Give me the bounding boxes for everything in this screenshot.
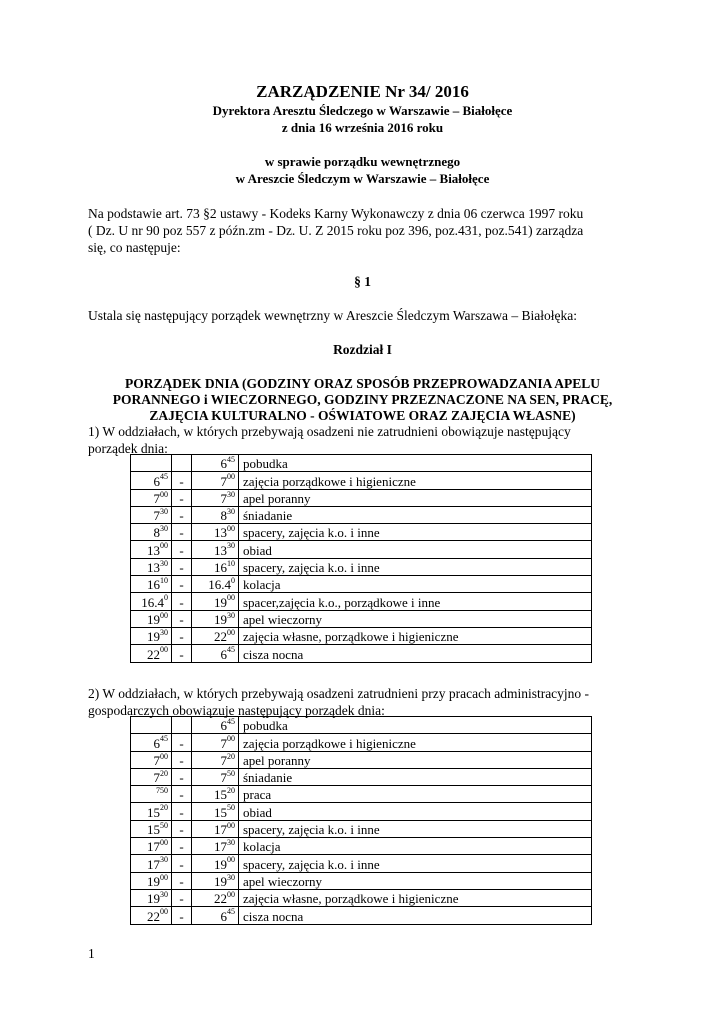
time-dash: -: [172, 838, 192, 855]
time-from-minutes: 10: [160, 576, 168, 586]
activity: śniadanie: [239, 506, 592, 523]
time-to: [192, 489, 239, 506]
schedule1-table: [130, 454, 592, 663]
page-number: 1: [88, 946, 95, 961]
time-to: [192, 645, 239, 662]
time-from: [131, 541, 172, 558]
time-from-minutes: 30: [160, 627, 168, 637]
time-dash: -: [172, 541, 192, 558]
schedule-row: [131, 593, 592, 610]
activity: zajęcia własne, porządkowe i higieniczne: [239, 889, 592, 906]
time-to: [192, 838, 239, 855]
time-to-hour: 7: [220, 735, 227, 751]
activity: śniadanie: [239, 768, 592, 785]
time-to-minutes: 00: [227, 627, 235, 637]
time-from-hour: 7: [153, 490, 160, 506]
schedule1-intro-line-1: 1) W oddziałach, w których przebywają osadzeni nie zatrudnieni obowiązuje następujący: [88, 424, 571, 439]
issuer-line: Dyrektora Aresztu Śledczego w Warszawie – Białołęce: [212, 103, 513, 118]
time-to-hour: 15: [214, 787, 227, 803]
time-dash: -: [172, 872, 192, 889]
time-from-hour: 19: [147, 611, 160, 627]
schedule-row: [131, 576, 592, 593]
time-dash: -: [172, 786, 192, 803]
time-dash: -: [172, 506, 192, 523]
time-to-minutes: 00: [227, 524, 235, 534]
time-dash: -: [172, 645, 192, 662]
time-to-minutes: 45: [227, 716, 235, 726]
activity: apel wieczorny: [239, 610, 592, 627]
time-from-minutes: 45: [160, 472, 168, 482]
schedule-row: [131, 627, 592, 644]
chapter-label: Rozdział I: [333, 342, 392, 357]
time-from-minutes: 30: [160, 889, 168, 899]
time-from-minutes: 750: [156, 786, 168, 796]
time-to-hour: 6: [220, 908, 227, 924]
schedule-row: [131, 855, 592, 872]
time-to-minutes: 00: [227, 472, 235, 482]
time-to: [192, 889, 239, 906]
time-to-hour: 19: [214, 611, 227, 627]
time-to-hour: 7: [220, 473, 227, 489]
section-label: § 1: [354, 274, 371, 289]
time-to-minutes: 30: [227, 506, 235, 516]
time-from: [131, 855, 172, 872]
time-dash: -: [172, 751, 192, 768]
time-from: [131, 645, 172, 662]
time-to: [192, 751, 239, 768]
time-to-hour: 13: [214, 542, 227, 558]
time-dash: -: [172, 820, 192, 837]
time-to: [192, 855, 239, 872]
time-dash: -: [172, 803, 192, 820]
time-to-hour: 7: [220, 490, 227, 506]
time-to-minutes: 50: [227, 768, 235, 778]
schedule-row: [131, 455, 592, 472]
schedule-row: [131, 820, 592, 837]
activity: spacery, zajęcia k.o. i inne: [239, 855, 592, 872]
activity: apel poranny: [239, 751, 592, 768]
time-from-minutes: 30: [160, 855, 168, 865]
time-to-minutes: 20: [227, 786, 235, 796]
time-to-minutes: 45: [227, 645, 235, 655]
time-from-hour: 22: [147, 646, 160, 662]
chapter-heading-line-1: PORZĄDEK DNIA (GODZINY ORAZ SPOSÓB PRZEPROWADZANIA APELU: [124, 376, 601, 391]
time-from-hour: 7: [153, 508, 160, 524]
schedule-row: [131, 524, 592, 541]
time-from-hour: 13: [147, 560, 160, 576]
time-to-minutes: 30: [227, 610, 235, 620]
activity: apel wieczorny: [239, 872, 592, 889]
time-dash: -: [172, 627, 192, 644]
activity: cisza nocna: [239, 645, 592, 662]
activity: praca: [239, 786, 592, 803]
time-from: [131, 786, 172, 803]
section-text: Ustala się następujący porządek wewnętrzny w Areszcie Śledczym Warszawa – Białołęka:: [88, 308, 577, 323]
schedule-row: [131, 472, 592, 489]
time-to: [192, 558, 239, 575]
time-from: [131, 627, 172, 644]
time-to-minutes: 50: [227, 803, 235, 813]
time-to: [192, 786, 239, 803]
schedule2-intro-line-1: 2) W oddziałach, w których przebywają osadzeni zatrudnieni przy pracach administracyjno -: [88, 686, 590, 701]
schedule-row: [131, 768, 592, 785]
time-from-hour: 19: [147, 629, 160, 645]
activity: spacery, zajęcia k.o. i inne: [239, 820, 592, 837]
time-from-minutes: 00: [160, 907, 168, 917]
time-to: [192, 734, 239, 751]
time-dash: -: [172, 889, 192, 906]
time-from-hour: 16.4: [141, 594, 164, 610]
time-dash: -: [172, 734, 192, 751]
time-to: [192, 506, 239, 523]
time-from: [131, 768, 172, 785]
time-from-minutes: 50: [160, 820, 168, 830]
time-from: [131, 751, 172, 768]
preamble-line-2: ( Dz. U nr 90 poz 557 z późn.zm - Dz. U. Z 2015 roku poz 396, poz.431, poz.541) zarządza: [88, 223, 584, 238]
time-from-hour: 8: [153, 525, 160, 541]
time-from-minutes: 45: [160, 734, 168, 744]
time-from-minutes: 00: [160, 645, 168, 655]
schedule-row: [131, 541, 592, 558]
time-to-hour: 19: [214, 873, 227, 889]
time-to: [192, 907, 239, 924]
schedule-row: [131, 558, 592, 575]
schedule-row: [131, 610, 592, 627]
time-to: [192, 610, 239, 627]
subject-line-1: w sprawie porządku wewnętrznego: [264, 154, 461, 169]
schedule2-intro-line-2: gospodarczych obowiązuje następujący porządek dnia:: [88, 703, 385, 718]
time-to: [192, 576, 239, 593]
time-to-minutes: 00: [227, 855, 235, 865]
time-dash: -: [172, 610, 192, 627]
time-to-minutes: 10: [227, 558, 235, 568]
time-from: [131, 610, 172, 627]
activity: cisza nocna: [239, 907, 592, 924]
time-from-hour: 17: [147, 839, 160, 855]
time-to-hour: 16.4: [208, 577, 231, 593]
time-to-minutes: 30: [227, 838, 235, 848]
time-to-hour: 17: [214, 839, 227, 855]
time-from-hour: 17: [147, 856, 160, 872]
schedule-row: [131, 751, 592, 768]
schedule-row: [131, 717, 592, 734]
time-from-hour: 15: [147, 804, 160, 820]
schedule-row: [131, 506, 592, 523]
time-from-hour: 16: [147, 577, 160, 593]
time-to-hour: 7: [220, 770, 227, 786]
schedule2-table: [130, 716, 592, 925]
schedule-row: [131, 803, 592, 820]
activity: zajęcia własne, porządkowe i higieniczne: [239, 627, 592, 644]
time-from-hour: 6: [153, 735, 160, 751]
time-to-hour: 19: [214, 594, 227, 610]
activity: pobudka: [239, 455, 592, 472]
activity: spacer,zajęcia k.o., porządkowe i inne: [239, 593, 592, 610]
time-to-minutes: 00: [227, 889, 235, 899]
time-dash: -: [172, 855, 192, 872]
time-to-minutes: 00: [227, 593, 235, 603]
time-from-minutes: 30: [160, 558, 168, 568]
time-to: [192, 593, 239, 610]
time-to-hour: 15: [214, 804, 227, 820]
time-from-hour: 19: [147, 873, 160, 889]
date-line: z dnia 16 września 2016 roku: [281, 120, 444, 135]
time-from-minutes: 0: [164, 593, 168, 603]
time-to-minutes: 30: [227, 872, 235, 882]
time-to-hour: 19: [214, 856, 227, 872]
activity: zajęcia porządkowe i higieniczne: [239, 472, 592, 489]
time-dash: -: [172, 768, 192, 785]
activity: obiad: [239, 541, 592, 558]
time-from: [131, 803, 172, 820]
preamble-line-1: Na podstawie art. 73 §2 ustawy - Kodeks Karny Wykonawczy z dnia 06 czerwca 1997 roku: [88, 206, 584, 221]
time-to: [192, 524, 239, 541]
activity: apel poranny: [239, 489, 592, 506]
time-from-minutes: 00: [160, 838, 168, 848]
time-from-hour: 19: [147, 891, 160, 907]
time-to-hour: 16: [214, 560, 227, 576]
activity: obiad: [239, 803, 592, 820]
time-from: [131, 907, 172, 924]
schedule-row: [131, 734, 592, 751]
chapter-heading-line-3: ZAJĘCIA KULTURALNO - OŚWIATOWE ORAZ ZAJĘCIA WŁASNE): [149, 408, 576, 423]
time-from: [131, 576, 172, 593]
time-to: [192, 627, 239, 644]
time-to-minutes: 0: [231, 576, 235, 586]
time-from-minutes: 00: [160, 489, 168, 499]
time-to: [192, 541, 239, 558]
time-dash: -: [172, 472, 192, 489]
time-to-minutes: 00: [227, 734, 235, 744]
time-from: [131, 506, 172, 523]
time-to: [192, 455, 239, 472]
time-to-minutes: 30: [227, 489, 235, 499]
time-from: [131, 872, 172, 889]
schedule-row: [131, 889, 592, 906]
time-from-hour: 22: [147, 908, 160, 924]
time-from-minutes: 30: [160, 506, 168, 516]
time-to-hour: 17: [214, 822, 227, 838]
time-from-minutes: 20: [160, 768, 168, 778]
time-from-hour: 13: [147, 542, 160, 558]
time-to-minutes: 30: [227, 541, 235, 551]
time-to-minutes: 20: [227, 751, 235, 761]
schedule-row: [131, 786, 592, 803]
activity: zajęcia porządkowe i higieniczne: [239, 734, 592, 751]
time-dash: -: [172, 524, 192, 541]
time-from-hour: 7: [153, 752, 160, 768]
time-to-hour: 6: [220, 718, 227, 734]
time-from: [131, 820, 172, 837]
activity: kolacja: [239, 576, 592, 593]
time-from-minutes: 00: [160, 751, 168, 761]
time-dash: [172, 717, 192, 734]
time-from-minutes: 00: [160, 541, 168, 551]
time-to-hour: 13: [214, 525, 227, 541]
time-to: [192, 872, 239, 889]
time-to: [192, 717, 239, 734]
time-to-minutes: 45: [227, 907, 235, 917]
schedule-row: [131, 489, 592, 506]
time-from: [131, 524, 172, 541]
time-from-minutes: 20: [160, 803, 168, 813]
activity: kolacja: [239, 838, 592, 855]
time-from-hour: 15: [147, 822, 160, 838]
time-from: [131, 734, 172, 751]
time-from-minutes: 30: [160, 524, 168, 534]
time-to-hour: 22: [214, 629, 227, 645]
time-from: [131, 889, 172, 906]
time-dash: -: [172, 558, 192, 575]
time-to-hour: 8: [220, 508, 227, 524]
document-title: ZARZĄDZENIE Nr 34/ 2016: [256, 82, 469, 101]
time-from-minutes: 00: [160, 610, 168, 620]
time-to-minutes: 45: [227, 454, 235, 464]
time-from: [131, 717, 172, 734]
chapter-heading-line-2: PORANNEGO i WIECZORNEGO, GODZINY PRZEZNACZONE NA SEN, PRACĘ,: [112, 392, 613, 407]
schedule-row: [131, 838, 592, 855]
time-to-hour: 22: [214, 891, 227, 907]
time-to-hour: 6: [220, 456, 227, 472]
time-from-minutes: 00: [160, 872, 168, 882]
time-to-hour: 7: [220, 752, 227, 768]
time-to: [192, 803, 239, 820]
time-dash: -: [172, 907, 192, 924]
activity: spacery, zajęcia k.o. i inne: [239, 524, 592, 541]
time-from-hour: 6: [153, 473, 160, 489]
activity: spacery, zajęcia k.o. i inne: [239, 558, 592, 575]
time-from-hour: 7: [153, 770, 160, 786]
schedule-row: [131, 907, 592, 924]
time-to: [192, 820, 239, 837]
time-from: [131, 489, 172, 506]
schedule-row: [131, 872, 592, 889]
time-from: [131, 558, 172, 575]
schedule-row: [131, 645, 592, 662]
time-from: [131, 838, 172, 855]
activity: pobudka: [239, 717, 592, 734]
time-from: [131, 593, 172, 610]
time-dash: [172, 455, 192, 472]
subject-line-2: w Areszcie Śledczym w Warszawie – Białołęce: [235, 171, 490, 186]
time-from: [131, 455, 172, 472]
time-dash: -: [172, 593, 192, 610]
time-to: [192, 472, 239, 489]
time-from: [131, 472, 172, 489]
preamble-line-3: się, co następuje:: [88, 240, 181, 255]
schedule1-intro-line-2: porządek dnia:: [88, 441, 168, 456]
time-to: [192, 768, 239, 785]
time-to-hour: 6: [220, 646, 227, 662]
time-dash: -: [172, 489, 192, 506]
time-to-minutes: 00: [227, 820, 235, 830]
time-dash: -: [172, 576, 192, 593]
